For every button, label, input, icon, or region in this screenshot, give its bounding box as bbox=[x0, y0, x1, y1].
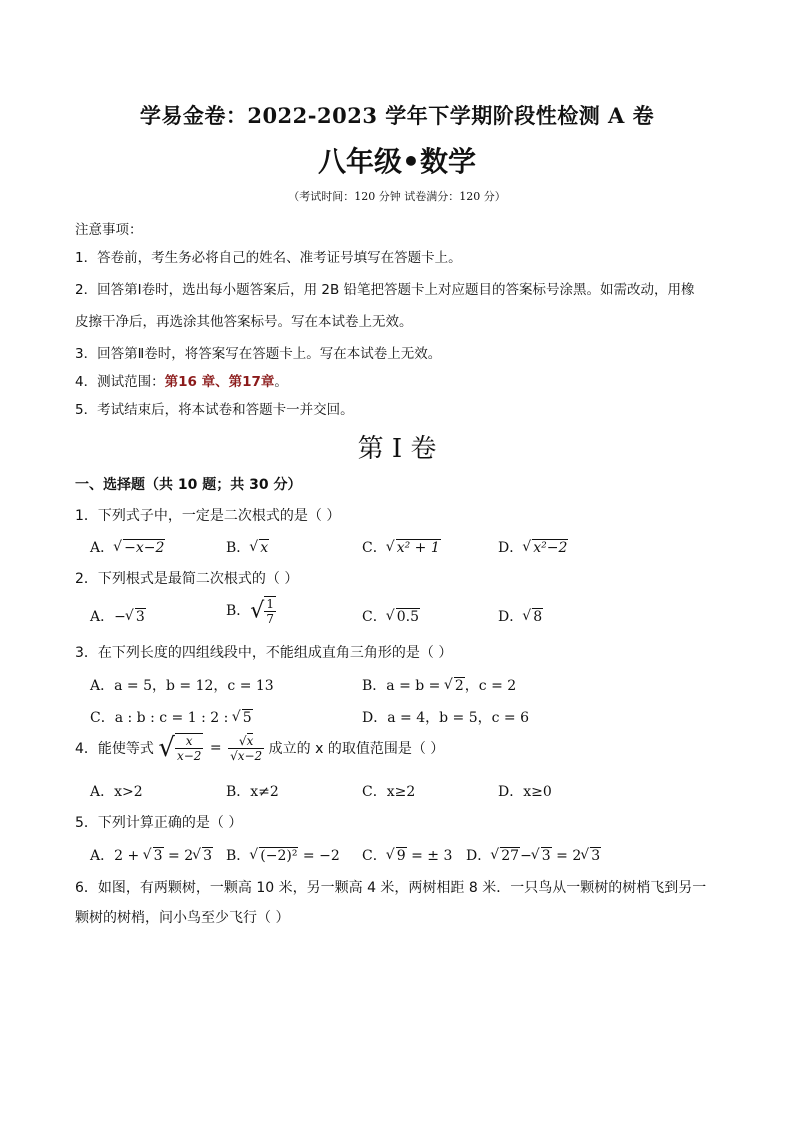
radical bbox=[387, 609, 420, 625]
radical bbox=[532, 848, 552, 864]
radicand: 0.5 bbox=[396, 609, 419, 625]
exam-subtitle: 八年级•数学 bbox=[318, 145, 476, 178]
note-item-4-suffix: 。 bbox=[274, 374, 288, 390]
stem-text: 4．能使等式 bbox=[75, 741, 154, 757]
question-6-line-1: 6．如图，有两颗树，一颗高 10 米，另一颗高 4 米，两树相距 8 米．一只鸟从一颗树的树梢飞到另一 bbox=[75, 880, 707, 896]
question-4-option-a: A．x>2 bbox=[90, 784, 143, 800]
numerator: 1 bbox=[266, 597, 274, 611]
denominator: √x−2 bbox=[230, 748, 263, 763]
equals-sign: = bbox=[209, 740, 222, 756]
radical bbox=[250, 540, 269, 556]
option-text: = 2 bbox=[163, 848, 194, 864]
question-5-option-d bbox=[466, 845, 601, 865]
radical bbox=[387, 848, 407, 864]
question-1-option-d bbox=[498, 537, 568, 557]
option-text: = −2 bbox=[298, 848, 340, 864]
question-4-option-b: B．x≠2 bbox=[226, 784, 279, 800]
option-text: D． bbox=[466, 848, 492, 864]
radical bbox=[523, 609, 543, 625]
option-text: B． bbox=[226, 848, 251, 864]
exam-title: 学易金卷：2022-2023 学年下学期阶段性检测 A 卷 bbox=[139, 103, 655, 128]
option-label: A． bbox=[90, 540, 115, 556]
question-4-stem bbox=[75, 733, 444, 763]
radicand: x²−2 bbox=[533, 540, 568, 556]
radicand: 3 bbox=[135, 609, 145, 625]
question-2-option-d bbox=[498, 606, 543, 626]
numerator-radicand: x bbox=[246, 733, 254, 748]
question-2-option-c bbox=[362, 606, 420, 626]
option-text: A．2 + bbox=[90, 848, 144, 864]
exam-info: （考试时间：120 分钟 试卷满分：120 分） bbox=[288, 190, 506, 203]
question-1-option-c bbox=[362, 537, 441, 557]
minus-sign: − bbox=[114, 609, 126, 625]
radical bbox=[250, 848, 298, 864]
question-1-option-b bbox=[226, 537, 269, 557]
option-label: C． bbox=[362, 609, 387, 625]
note-item-4-prefix: 4．测试范围： bbox=[75, 374, 165, 390]
question-1-stem: 1．下列式子中，一定是二次根式的是（ ） bbox=[75, 508, 341, 524]
radical-sign: √ bbox=[250, 598, 265, 624]
option-text: = 2 bbox=[551, 848, 582, 864]
fraction bbox=[264, 596, 276, 626]
radical-sign: √ bbox=[158, 733, 175, 763]
radicand: 3 bbox=[203, 848, 213, 864]
volume-title: 第 I 卷 bbox=[357, 434, 437, 464]
question-4-option-d: D．x≥0 bbox=[498, 784, 552, 800]
radical bbox=[387, 540, 441, 556]
option-text: = ± 3 bbox=[406, 848, 453, 864]
stem-text: 成立的 x 的取值范围是（ ） bbox=[268, 741, 445, 757]
notes-heading: 注意事项： bbox=[75, 222, 143, 238]
numerator: x bbox=[175, 734, 203, 749]
option-label: B． bbox=[226, 540, 251, 556]
option-label: C． bbox=[362, 540, 387, 556]
radicand: 3 bbox=[541, 848, 551, 864]
note-item-2-line-2: 皮擦干净后，再选涂其他答案标号。写在本试卷上无效。 bbox=[75, 314, 413, 330]
radicand: 8 bbox=[533, 609, 543, 625]
radicand: 5 bbox=[242, 710, 252, 726]
question-3-stem: 3．在下列长度的四组线段中，不能组成直角三角形的是（ ） bbox=[75, 645, 453, 661]
note-item-4 bbox=[75, 370, 288, 390]
radical bbox=[523, 540, 568, 556]
note-item-3: 3．回答第Ⅱ卷时，将答案写在答题卡上。写在本试卷上无效。 bbox=[75, 346, 442, 362]
denominator-radicand: x−2 bbox=[237, 748, 263, 763]
radicand: 27 bbox=[501, 848, 520, 864]
option-label: D． bbox=[498, 540, 524, 556]
question-2-stem: 2．下列根式是最简二次根式的（ ） bbox=[75, 571, 299, 587]
option-text: − bbox=[520, 848, 532, 864]
question-3-option-b bbox=[362, 675, 516, 695]
question-5-option-a bbox=[90, 845, 213, 865]
option-label: A． bbox=[90, 609, 115, 625]
denominator: x−2 bbox=[176, 749, 202, 763]
lhs-fraction bbox=[175, 733, 203, 763]
radicand: 3 bbox=[591, 848, 601, 864]
note-item-1: 1．答卷前，考生务必将自己的姓名、准考证号填写在答题卡上。 bbox=[75, 250, 462, 266]
option-text: ，c = 2 bbox=[464, 678, 517, 694]
radicand: 3 bbox=[153, 848, 163, 864]
question-2-option-b bbox=[226, 596, 276, 626]
radicand: (−2)² bbox=[260, 848, 298, 864]
radical bbox=[144, 848, 164, 864]
option-text: C． bbox=[362, 848, 387, 864]
radical bbox=[445, 678, 465, 694]
question-2-option-a bbox=[90, 606, 146, 626]
radicand: x² + 1 bbox=[396, 540, 440, 556]
option-text: C．a : b : c = 1 : 2 : bbox=[90, 710, 233, 726]
radical bbox=[114, 540, 165, 556]
option-text: B．a = b = bbox=[362, 678, 445, 694]
radicand: x bbox=[260, 540, 269, 556]
question-5-stem: 5．下列计算正确的是（ ） bbox=[75, 815, 243, 831]
note-item-2-line-1: 2．回答第Ⅰ卷时，选出每小题答案后，用 2B 铅笔把答题卡上对应题目的答案标号涂黑。如需改动，用橡 bbox=[75, 282, 695, 298]
radicand: −x−2 bbox=[124, 540, 165, 556]
rhs-fraction bbox=[228, 734, 264, 763]
radical bbox=[581, 848, 601, 864]
question-5-option-b bbox=[226, 845, 340, 865]
radicand: 2 bbox=[454, 678, 464, 694]
question-6-line-2: 颗树的树梢，问小鸟至少飞行（ ） bbox=[75, 910, 290, 926]
question-3-option-d: D．a = 4，b = 5，c = 6 bbox=[362, 710, 529, 726]
denominator: 7 bbox=[266, 612, 274, 626]
option-label: B． bbox=[226, 603, 251, 619]
question-4-option-c: C．x≥2 bbox=[362, 784, 416, 800]
radical bbox=[233, 710, 253, 726]
question-3-option-c bbox=[90, 707, 253, 727]
note-item-5: 5．考试结束后，将本试卷和答题卡一并交回。 bbox=[75, 402, 354, 418]
radical bbox=[491, 848, 520, 864]
question-3-option-a: A．a = 5，b = 12，c = 13 bbox=[90, 678, 274, 694]
test-range: 第16 章、第17章 bbox=[164, 374, 275, 390]
radicand: 9 bbox=[396, 848, 406, 864]
question-5-option-c bbox=[362, 845, 452, 865]
numerator: √x bbox=[228, 734, 264, 749]
question-1-option-a bbox=[90, 537, 165, 557]
radical bbox=[126, 609, 146, 625]
radical bbox=[193, 848, 213, 864]
section-heading: 一、选择题（共 10 题；共 30 分） bbox=[75, 477, 302, 493]
option-label: D． bbox=[498, 609, 524, 625]
